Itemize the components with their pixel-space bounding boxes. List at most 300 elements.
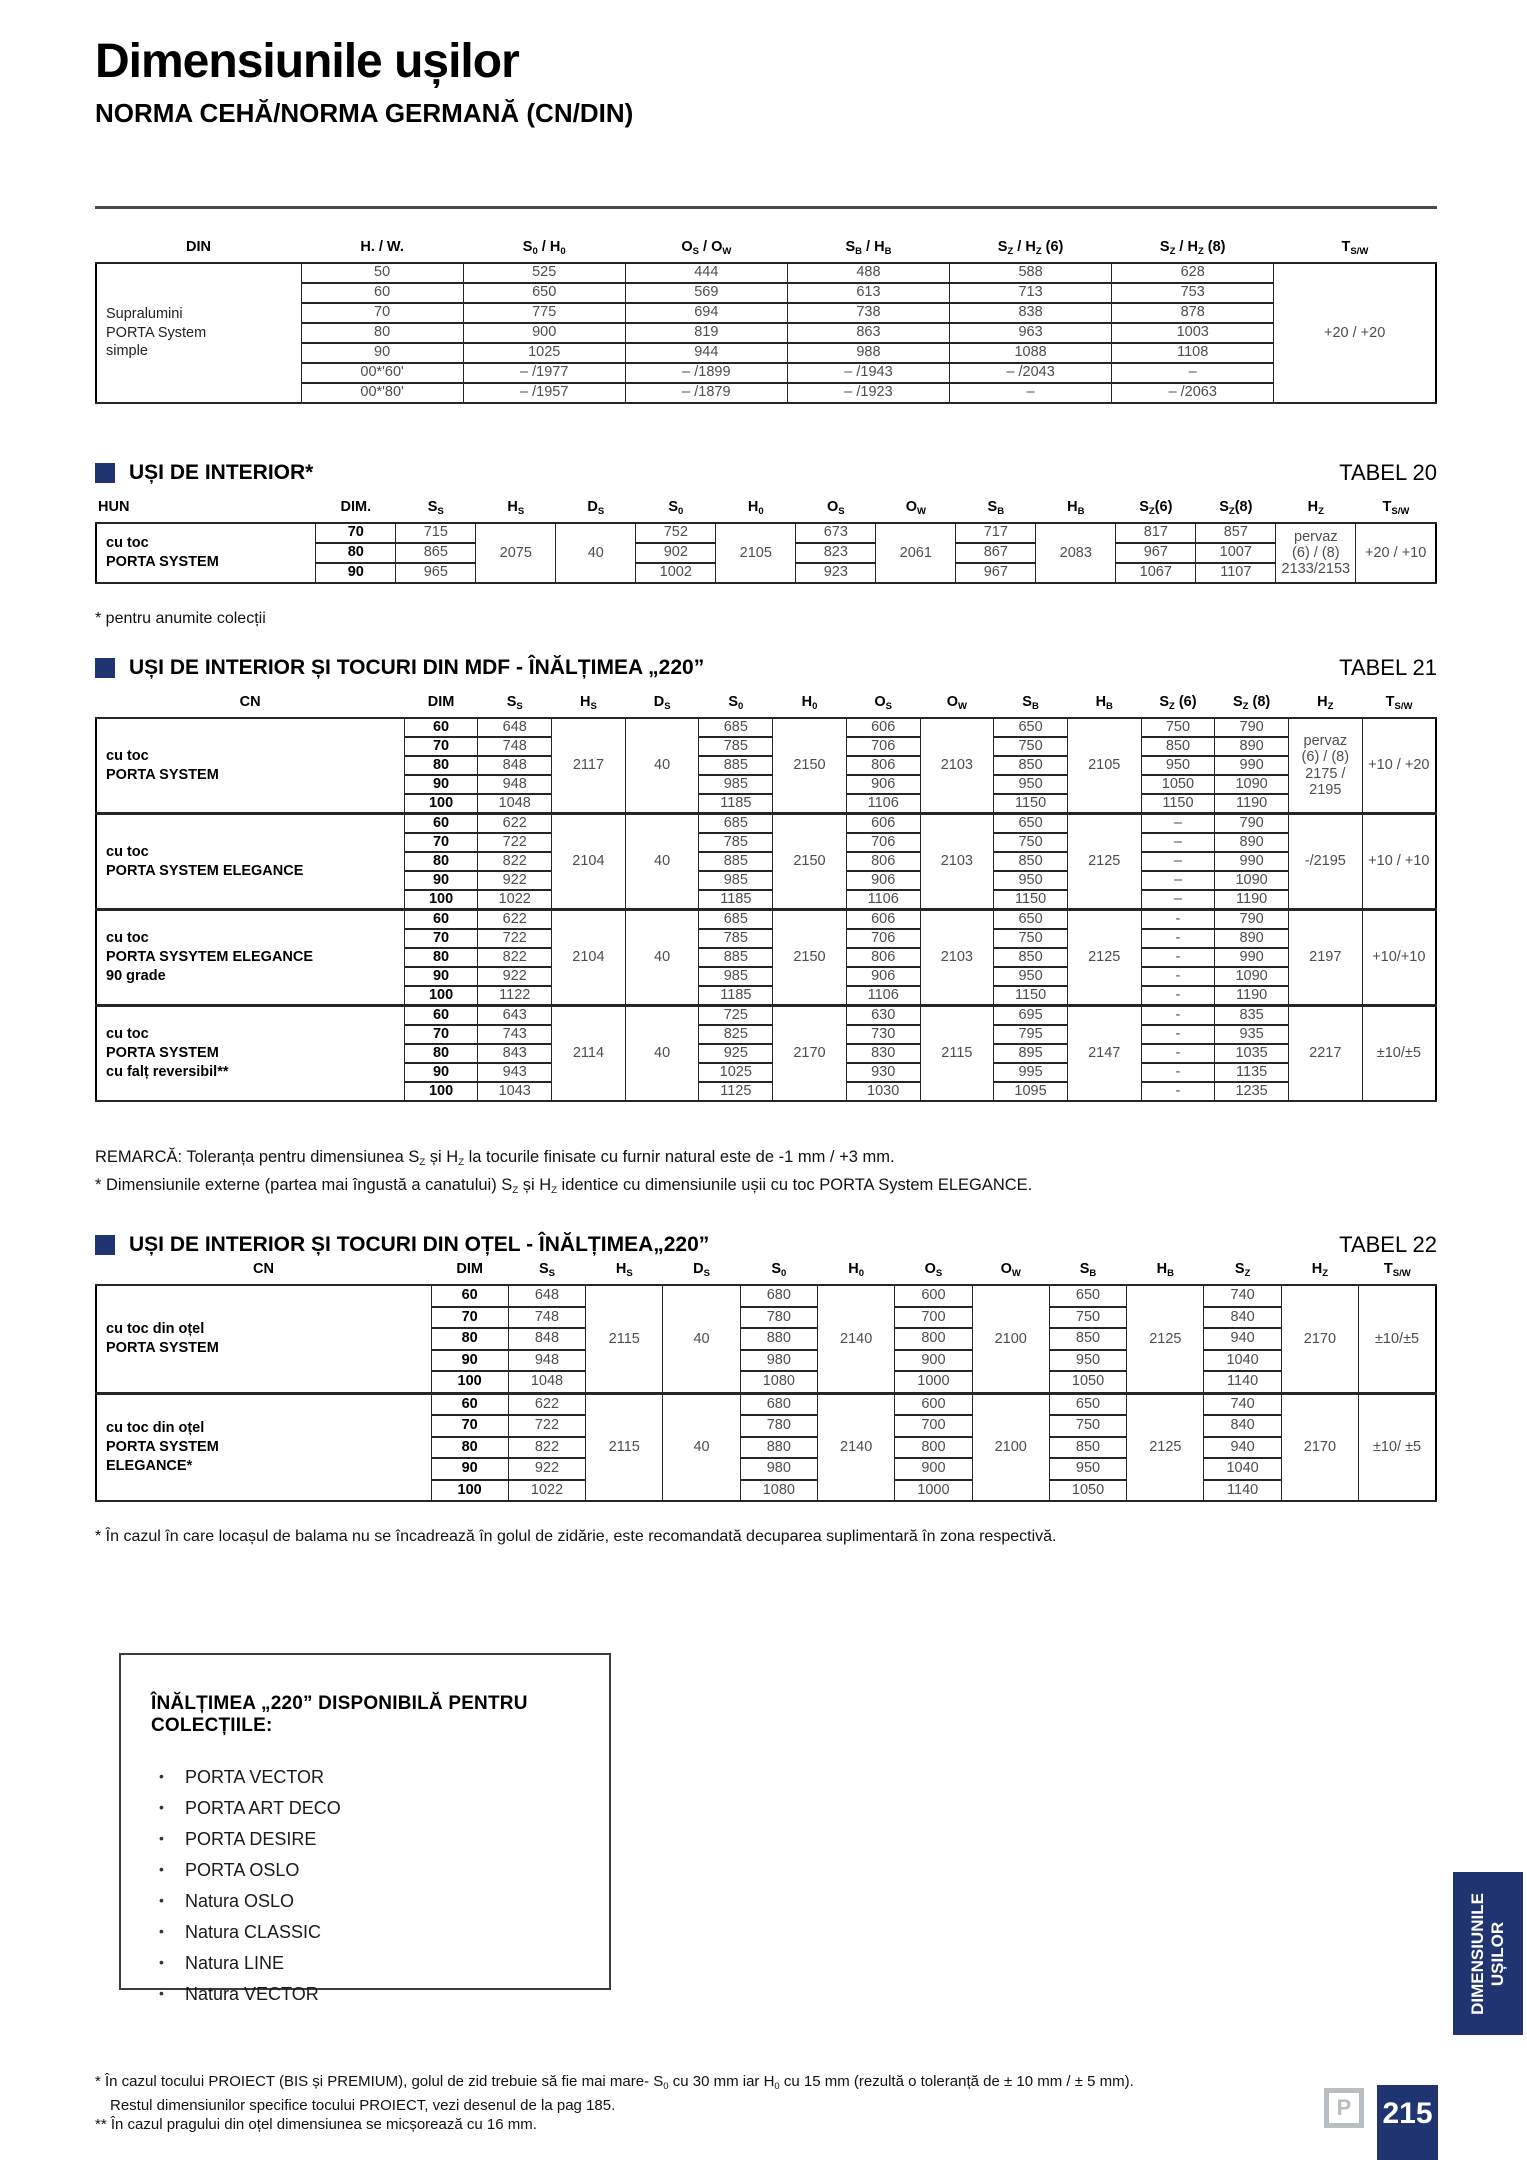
table-cell: 1135 xyxy=(1215,1063,1289,1082)
table-cell: 650 xyxy=(1049,1393,1126,1415)
table-cell: 70 xyxy=(431,1415,508,1437)
table-cell: 90 xyxy=(404,871,478,890)
column-header: $O_W$ xyxy=(946,694,967,712)
table-cell-merged: 2103 xyxy=(920,814,994,910)
table-cell: 706 xyxy=(846,929,920,948)
column-header: $D_S$ xyxy=(693,1261,710,1279)
column-header: $D_S$ xyxy=(587,499,605,517)
table-cell: 700 xyxy=(895,1415,972,1437)
table-cell: 743 xyxy=(478,1025,552,1044)
table-cell: 680 xyxy=(740,1393,817,1415)
row-group-label: cu toc PORTA SYSTEM cu falț reversibil** xyxy=(96,1006,404,1102)
table-cell: 985 xyxy=(699,871,773,890)
table-cell: 863 xyxy=(787,323,949,343)
collection-list-item: • PORTA ART DECO xyxy=(155,1798,609,1819)
table-cell: 950 xyxy=(994,775,1068,794)
table-cell: 880 xyxy=(740,1328,817,1350)
section-heading-mdf xyxy=(95,655,1437,681)
table-cell-merged: 2170 xyxy=(1281,1393,1358,1501)
column-header: $S_S$ xyxy=(538,1261,555,1279)
table-cell-merged: 2150 xyxy=(773,718,847,814)
table-cell: 643 xyxy=(478,1006,552,1026)
table-cell: 785 xyxy=(699,737,773,756)
remarca-block xyxy=(95,1146,1437,1202)
table-cell: 1040 xyxy=(1204,1458,1281,1480)
collection-list-item: • Natura OSLO xyxy=(155,1891,609,1912)
table-cell: 985 xyxy=(699,967,773,986)
table-cell: 1122 xyxy=(478,986,552,1006)
table-cell: 1190 xyxy=(1215,794,1289,814)
table-cell: 722 xyxy=(478,929,552,948)
column-header: $S_B$ xyxy=(987,499,1005,517)
table-cell: 890 xyxy=(1215,833,1289,852)
table-cell: 622 xyxy=(478,814,552,834)
table-cell-merged: +20 / +20 xyxy=(1274,263,1436,403)
table-cell: 790 xyxy=(1215,718,1289,737)
section-marker-icon xyxy=(95,1235,115,1255)
table-cell: 902 xyxy=(636,543,716,563)
column-header: $O_S / O_W$ xyxy=(681,239,732,257)
column-header: $O_S$ xyxy=(924,1261,943,1279)
table-cell: 1090 xyxy=(1215,967,1289,986)
remarca-line2: * Dimensiunile externe (partea mai îngustă a canatului) $S_Z$ și $H_Z$ identice cu dimensiunile ușii cu toc PORTA System ELEGANCE. xyxy=(95,1176,1033,1196)
table-cell: 70 xyxy=(431,1307,508,1329)
column-header: $D_S$ xyxy=(653,694,671,712)
table-cell: 1025 xyxy=(699,1063,773,1082)
table-cell: 00*'60' xyxy=(301,363,463,383)
row-group-label: cu toc PORTA SYSTEM ELEGANCE xyxy=(96,814,404,910)
table-cell: 1235 xyxy=(1215,1082,1289,1101)
table-cell: 935 xyxy=(1215,1025,1289,1044)
table-cell: 890 xyxy=(1215,929,1289,948)
table-cell: 1090 xyxy=(1215,871,1289,890)
row-group-label: cu toc PORTA SYSTEM xyxy=(96,718,404,814)
table-cell: 685 xyxy=(699,718,773,737)
column-header: CN xyxy=(239,694,261,710)
side-tab xyxy=(1453,1872,1523,2035)
table-cell: - xyxy=(1141,967,1215,986)
table-cell: 790 xyxy=(1215,910,1289,930)
table-cell-merged: 2115 xyxy=(920,1006,994,1102)
table-cell: 80 xyxy=(301,323,463,343)
table-cell: 100 xyxy=(404,986,478,1006)
table-cell: 750 xyxy=(994,737,1068,756)
table-cell: 650 xyxy=(463,283,625,303)
table-cell: 70 xyxy=(316,523,396,543)
table-cell: 725 xyxy=(699,1006,773,1026)
page-subtitle: NORMA CEHĂ/NORMA GERMANĂ (CN/DIN) xyxy=(95,98,634,128)
column-header: $T_{S/W}$ xyxy=(1383,1261,1411,1279)
table-cell: 944 xyxy=(625,343,787,363)
note-t22: * În cazul în care locașul de balama nu se încadrează în golul de zidărie, este recomandată decuparea suplimentară în zona respectivă. xyxy=(95,1528,1057,1545)
table-cell-merged: 2103 xyxy=(920,718,994,814)
table-cell: 948 xyxy=(508,1350,585,1372)
table-cell: 1000 xyxy=(895,1371,972,1393)
section-marker-icon xyxy=(95,463,115,483)
table-din-supralumini xyxy=(95,240,1437,404)
table-cell: 606 xyxy=(846,718,920,737)
table-cell: 80 xyxy=(404,1044,478,1063)
table-cell: 790 xyxy=(1215,814,1289,834)
table-cell-merged: pervaz (6) / (8) 2133/2153 xyxy=(1276,523,1356,583)
table-cell: 1106 xyxy=(846,986,920,1006)
table-cell: 857 xyxy=(1196,523,1276,543)
table-cell: - xyxy=(1141,948,1215,967)
table-cell: 722 xyxy=(478,833,552,852)
table-cell: 890 xyxy=(1215,737,1289,756)
table-cell: 822 xyxy=(508,1437,585,1459)
table-tag: TABEL 20 xyxy=(1339,460,1437,485)
table-cell: 750 xyxy=(1049,1415,1126,1437)
table-cell-merged: 2170 xyxy=(1281,1285,1358,1393)
table-cell: 1050 xyxy=(1049,1371,1126,1393)
table-cell: 900 xyxy=(463,323,625,343)
table-cell: 950 xyxy=(1141,756,1215,775)
column-header: $H_Z$ xyxy=(1317,694,1334,712)
table-cell: 1007 xyxy=(1196,543,1276,563)
table-cell: 1150 xyxy=(994,986,1068,1006)
table-cell-merged: 2115 xyxy=(586,1285,663,1393)
table-cell: 685 xyxy=(699,910,773,930)
table-tag: TABEL 22 xyxy=(1339,1232,1437,1257)
table-cell: 80 xyxy=(316,543,396,563)
column-header: $S_S$ xyxy=(427,499,444,517)
table-cell: 60 xyxy=(431,1393,508,1415)
column-header: $H_Z$ xyxy=(1311,1261,1329,1279)
table-cell: 100 xyxy=(431,1480,508,1502)
column-header: $S_B$ xyxy=(1022,694,1039,712)
table-cell: 1185 xyxy=(699,794,773,814)
divider xyxy=(95,206,1437,209)
table-cell: 1035 xyxy=(1215,1044,1289,1063)
table-cell-merged: 2115 xyxy=(586,1393,663,1501)
column-header: H. / W. xyxy=(360,239,404,255)
table-tag: TABEL 21 xyxy=(1339,655,1437,680)
table-cell: 1000 xyxy=(895,1480,972,1502)
footer-notes xyxy=(95,2072,1335,2134)
column-header: $H_S$ xyxy=(580,694,597,712)
remarca-line1: REMARCĂ: Toleranța pentru dimensiunea $S_Z$ și $H_Z$ la tocurile finisate cu furnir natural este de -1 mm / +3 mm. xyxy=(95,1148,895,1168)
table-cell: 70 xyxy=(301,303,463,323)
table-cell: 750 xyxy=(994,929,1068,948)
table-cell: 90 xyxy=(404,775,478,794)
table-cell-merged: 40 xyxy=(556,523,636,583)
table-cell: 835 xyxy=(1215,1006,1289,1026)
table-cell: 706 xyxy=(846,833,920,852)
collection-list-item: • PORTA DESIRE xyxy=(155,1829,609,1850)
table-cell: 1106 xyxy=(846,890,920,910)
table-cell: 900 xyxy=(895,1458,972,1480)
table-cell: 925 xyxy=(699,1044,773,1063)
table-cell: 100 xyxy=(404,1082,478,1101)
table-cell: 80 xyxy=(404,756,478,775)
table-cell-merged: ±10/±5 xyxy=(1362,1006,1436,1102)
table-cell: 850 xyxy=(994,756,1068,775)
column-header: $O_S$ xyxy=(827,499,845,517)
table-cell: 488 xyxy=(787,263,949,283)
table-cell: - xyxy=(1141,1063,1215,1082)
table-cell: – xyxy=(1141,871,1215,890)
column-header: $H_0$ xyxy=(747,499,764,517)
table-cell: 840 xyxy=(1204,1415,1281,1437)
table-cell: 940 xyxy=(1204,1328,1281,1350)
table-cell-merged: 40 xyxy=(625,910,699,1006)
table-cell: - xyxy=(1141,910,1215,930)
column-header: $H_B$ xyxy=(1067,499,1085,517)
table-cell: – xyxy=(950,383,1112,403)
table-cell: – /1977 xyxy=(463,363,625,383)
brand-logo: P xyxy=(1324,2088,1364,2128)
table-cell: 950 xyxy=(994,871,1068,890)
note-t20: * pentru anumite colecții xyxy=(95,610,266,627)
table-cell: 922 xyxy=(478,967,552,986)
table-cell-merged: 2114 xyxy=(552,1006,626,1102)
table-cell-merged: 2125 xyxy=(1067,814,1141,910)
column-header: $O_S$ xyxy=(874,694,892,712)
table-cell-merged: 2117 xyxy=(552,718,626,814)
column-header: $T_{S/W}$ xyxy=(1382,499,1410,517)
table-cell: 606 xyxy=(846,814,920,834)
table-cell: 806 xyxy=(846,852,920,871)
table-cell: 70 xyxy=(404,737,478,756)
table-cell: 650 xyxy=(994,814,1068,834)
collections-box xyxy=(119,1653,611,2004)
table-cell: 1150 xyxy=(994,794,1068,814)
table-cell: 750 xyxy=(994,833,1068,852)
table-cell: 967 xyxy=(1116,543,1196,563)
table-cell: 694 xyxy=(625,303,787,323)
column-header: $S_0$ xyxy=(668,499,684,517)
table-cell-merged: +10/+10 xyxy=(1362,910,1436,1006)
table-cell: 930 xyxy=(846,1063,920,1082)
table-cell: 90 xyxy=(431,1458,508,1480)
table-cell: – xyxy=(1141,833,1215,852)
table-cell: 995 xyxy=(994,1063,1068,1082)
table-cell: 840 xyxy=(1204,1307,1281,1329)
table-cell: 750 xyxy=(1049,1307,1126,1329)
table-cell: 848 xyxy=(478,756,552,775)
table-cell: 90 xyxy=(301,343,463,363)
table-cell: 906 xyxy=(846,871,920,890)
table-cell: 1067 xyxy=(1116,563,1196,583)
table-cell: 775 xyxy=(463,303,625,323)
column-header: $H_0$ xyxy=(801,694,818,712)
table-cell: – /1899 xyxy=(625,363,787,383)
table-cell: - xyxy=(1141,1082,1215,1101)
table-cell: – /2043 xyxy=(950,363,1112,383)
table-cell: 806 xyxy=(846,948,920,967)
table-cell: 648 xyxy=(508,1285,585,1307)
table-cell: 923 xyxy=(796,563,876,583)
table-cell: 622 xyxy=(478,910,552,930)
table-cell: 80 xyxy=(404,948,478,967)
table-cell: 819 xyxy=(625,323,787,343)
table-cell-merged: ±10/ ±5 xyxy=(1359,1393,1436,1501)
table-cell: 60 xyxy=(301,283,463,303)
table-cell-merged: 2140 xyxy=(817,1393,894,1501)
table-cell-merged: 2147 xyxy=(1067,1006,1141,1102)
column-header: $S_Z$ (8) xyxy=(1233,694,1271,712)
table-cell: 569 xyxy=(625,283,787,303)
table-cell: 1050 xyxy=(1049,1480,1126,1502)
table-cell: 850 xyxy=(1049,1328,1126,1350)
section-heading-interior xyxy=(95,460,1437,486)
table-cell: 650 xyxy=(994,718,1068,737)
table-cell: 830 xyxy=(846,1044,920,1063)
table-cell: 1095 xyxy=(994,1082,1068,1101)
table-cell-merged: +20 / +10 xyxy=(1356,523,1436,583)
table-cell-merged: ±10/±5 xyxy=(1359,1285,1436,1393)
section-title: UȘI DE INTERIOR ȘI TOCURI DIN MDF - ÎNĂLȚIMEA „220” xyxy=(129,656,705,679)
table-cell: 600 xyxy=(895,1285,972,1307)
table-cell: 990 xyxy=(1215,948,1289,967)
table-cell: 1150 xyxy=(1141,794,1215,814)
table-cell-merged: 2061 xyxy=(876,523,956,583)
table-cell: – /1943 xyxy=(787,363,949,383)
table-cell: 780 xyxy=(740,1415,817,1437)
table-cell: 780 xyxy=(740,1307,817,1329)
table-cell: 922 xyxy=(508,1458,585,1480)
table-cell: 950 xyxy=(994,967,1068,986)
table-cell: 738 xyxy=(787,303,949,323)
table-cell-merged: 40 xyxy=(663,1393,740,1501)
table-cell: 1043 xyxy=(478,1082,552,1101)
table-cell-merged: -/2195 xyxy=(1288,814,1362,910)
column-header: $S_0 / H_0$ xyxy=(522,239,566,257)
table-cell: – /1923 xyxy=(787,383,949,403)
table-cell-merged: 2140 xyxy=(817,1285,894,1393)
table-cell: 628 xyxy=(1112,263,1274,283)
table-cell: 1040 xyxy=(1204,1350,1281,1372)
table-cell: 806 xyxy=(846,756,920,775)
table-cell-merged: 2170 xyxy=(773,1006,847,1102)
page-number: 215 xyxy=(1377,2085,1438,2160)
table-cell: 717 xyxy=(956,523,1036,543)
table-cell-merged: 2100 xyxy=(972,1393,1049,1501)
column-header: $S_Z(8)$ xyxy=(1219,499,1253,517)
table-cell-merged: 40 xyxy=(625,814,699,910)
table-cell-merged: 2105 xyxy=(1067,718,1141,814)
table-cell: 680 xyxy=(740,1285,817,1307)
table-cell: 685 xyxy=(699,814,773,834)
table-cell: - xyxy=(1141,1025,1215,1044)
table-cell: 967 xyxy=(956,563,1036,583)
column-header: $H_0$ xyxy=(848,1261,865,1279)
table-cell: 740 xyxy=(1204,1285,1281,1307)
table-cell: 650 xyxy=(994,910,1068,930)
table-cell-merged: 2075 xyxy=(476,523,556,583)
table-cell: 1080 xyxy=(740,1371,817,1393)
table-cell: 922 xyxy=(478,871,552,890)
table-cell: 100 xyxy=(431,1371,508,1393)
table-cell: 606 xyxy=(846,910,920,930)
column-header: DIM xyxy=(456,1261,483,1277)
column-header: $S_0$ xyxy=(728,694,744,712)
table-cell: 985 xyxy=(699,775,773,794)
table-cell: 843 xyxy=(478,1044,552,1063)
footer-line1: * În cazul tocului PROIECT (BIS și PREMIUM), golul de zid trebuie să fie mai mare- $S_0$ cu 30 mm iar $H_0$ cu 15 mm (rezultă o toleranță de ± 10 mm / ± 5 mm). xyxy=(95,2073,1134,2092)
table-cell: 748 xyxy=(508,1307,585,1329)
table-cell: 730 xyxy=(846,1025,920,1044)
table-cell: 60 xyxy=(404,814,478,834)
table-cell: - xyxy=(1141,1044,1215,1063)
table-cell: 650 xyxy=(1049,1285,1126,1307)
table-cell: 525 xyxy=(463,263,625,283)
table-cell: 1190 xyxy=(1215,890,1289,910)
table-cell-merged: 40 xyxy=(625,1006,699,1102)
table-cell: 950 xyxy=(1049,1458,1126,1480)
table-cell: 817 xyxy=(1116,523,1196,543)
table-cell-merged: 40 xyxy=(663,1285,740,1393)
table-cell: 713 xyxy=(950,283,1112,303)
table-cell: 988 xyxy=(787,343,949,363)
table-cell: 885 xyxy=(699,852,773,871)
table-cell: 785 xyxy=(699,833,773,852)
column-header: HUN xyxy=(98,499,130,515)
table-cell-merged: 2100 xyxy=(972,1285,1049,1393)
column-header: $S_0$ xyxy=(771,1261,787,1279)
table-cell: 867 xyxy=(956,543,1036,563)
table-22-otel xyxy=(95,1262,1437,1502)
table-cell-merged: 2125 xyxy=(1127,1285,1204,1393)
table-21-mdf xyxy=(95,695,1437,1102)
table-cell: 613 xyxy=(787,283,949,303)
table-cell: 980 xyxy=(740,1350,817,1372)
table-cell: 748 xyxy=(478,737,552,756)
table-cell: 1150 xyxy=(994,890,1068,910)
table-cell: 100 xyxy=(404,890,478,910)
table-cell: 906 xyxy=(846,967,920,986)
table-cell: 1048 xyxy=(508,1371,585,1393)
row-group-label: cu toc PORTA SYSTEM xyxy=(96,523,316,583)
table-cell: 800 xyxy=(895,1437,972,1459)
table-cell: 1090 xyxy=(1215,775,1289,794)
table-cell: - xyxy=(1141,986,1215,1006)
table-cell: 1185 xyxy=(699,986,773,1006)
page-title: Dimensiunile ușilor xyxy=(95,35,519,88)
table-cell: 588 xyxy=(950,263,1112,283)
collection-list-item: • PORTA VECTOR xyxy=(155,1767,609,1788)
table-cell: 990 xyxy=(1215,852,1289,871)
table-cell: 1140 xyxy=(1204,1371,1281,1393)
table-cell: 1025 xyxy=(463,343,625,363)
column-header: $S_Z$ xyxy=(1234,1261,1251,1279)
table-cell: 885 xyxy=(699,756,773,775)
table-cell: 948 xyxy=(478,775,552,794)
table-cell: 60 xyxy=(404,718,478,737)
table-cell: 60 xyxy=(404,910,478,930)
table-cell: 70 xyxy=(404,833,478,852)
table-cell: 753 xyxy=(1112,283,1274,303)
table-cell: 822 xyxy=(478,852,552,871)
column-header: $S_Z / H_Z$ (8) xyxy=(1159,239,1226,257)
table-cell: 823 xyxy=(796,543,876,563)
footer-line3: ** În cazul pragului din oțel dimensiunea se micșorează cu 16 mm. xyxy=(95,2116,537,2133)
table-cell: 740 xyxy=(1204,1393,1281,1415)
column-header: $S_S$ xyxy=(506,694,523,712)
table-cell: 1106 xyxy=(846,794,920,814)
collection-list-item: • Natura LINE xyxy=(155,1953,609,1974)
side-tab-label: DIMENSIUNILE UȘILOR xyxy=(1468,1892,1507,2015)
table-cell: 1140 xyxy=(1204,1480,1281,1502)
table-cell: 800 xyxy=(895,1328,972,1350)
table-cell: 100 xyxy=(404,794,478,814)
table-cell: – xyxy=(1141,852,1215,871)
table-cell: 878 xyxy=(1112,303,1274,323)
table-cell: 622 xyxy=(508,1393,585,1415)
column-header: $O_W$ xyxy=(1000,1261,1021,1279)
table-cell: 700 xyxy=(895,1307,972,1329)
